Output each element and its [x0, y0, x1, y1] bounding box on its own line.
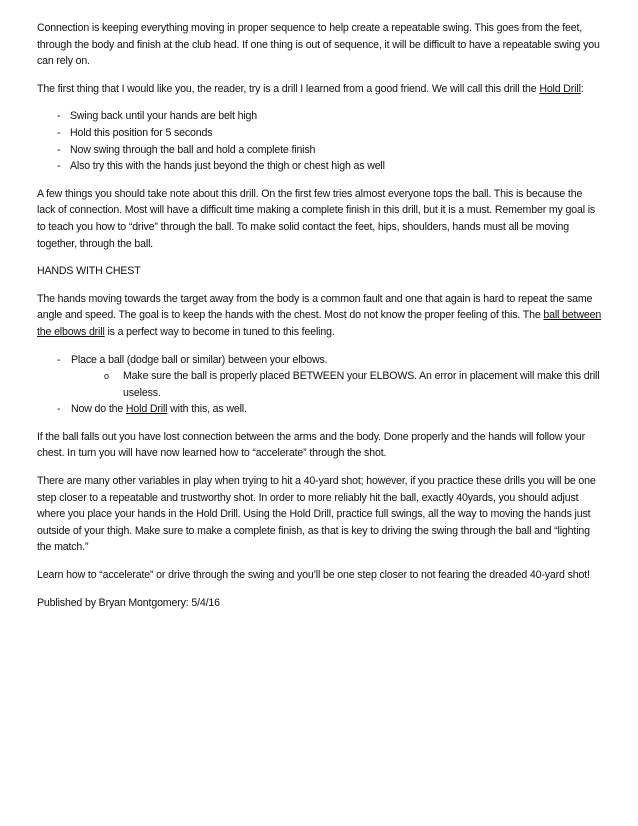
ball-step2-text-end: with this, as well. — [167, 403, 247, 416]
hands-with-chest-text-end: is a perfect way to become in tuned to this feeling. — [104, 325, 335, 338]
list-item — [37, 401, 603, 418]
hands-with-chest-text: The hands moving towards the target away from the body is a common fault and one that again is hard to repeat the same angle and speed. The goal is to keep the hands with the chest. Most do not know the proper feeling of this. The — [37, 292, 593, 322]
section-heading: HANDS WITH CHEST — [37, 265, 141, 278]
list-item: - Also try this with the hands just beyond the thigh or chest high as well — [37, 158, 603, 175]
sub-list-item: o Make sure the ball is properly placed BETWEEN your ELBOWS. An error in placement will make this drill useless. — [71, 368, 603, 401]
ball-falls-paragraph: If the ball falls out you have lost connection between the arms and the body. Done properly and the hands will follow your chest. In turn you will have now learned how to “accelerate” through the shot. — [37, 430, 586, 460]
document-page — [37, 20, 603, 622]
closing-paragraph: Learn how to “accelerate” or drive through the swing and you’ll be one step closer to not fearing the dreaded 40-yard shot! — [37, 569, 590, 582]
hold-drill-link[interactable]: Hold Drill — [539, 82, 581, 95]
byline: Published by Bryan Montgomery: 5/4/16 — [37, 596, 220, 609]
hold-drill-steps-list — [37, 108, 603, 174]
drill-notes-paragraph: A few things you should take note about this drill. On the first few tries almost everyone tops the ball. This is because the lack of connection. Most will have a difficult time making a complete finish in this drill, but it is a must. Remember my goal is to teach you how to “drive” through the ball. To make solid contact the feet, hips, shoulders, hands must all be moving together, through the ball. — [37, 187, 596, 250]
hold-drill-colon: : — [580, 82, 584, 95]
ball-step2-text: Now do the — [71, 403, 126, 416]
variables-paragraph: There are many other variables in play when trying to hit a 40-yard shot; however, if you practice these drills you will be one step closer to a repeatable and trustworthy shot. In order to more reliably hit the ball, exactly 40yards, you should adjust where you place your hands in the Hold Drill. Using the Hold Drill, practice full swings, all the way to moving the hands just outside of your thigh. Make sure to make a complete finish, as that is key to driving the swing through the ball and “lighting the match.” — [37, 475, 596, 554]
hold-drill-link-2[interactable]: Hold Drill — [125, 403, 168, 416]
hold-drill-intro-text: The first thing that I would like you, the reader, try is a drill I learned from a good friend. We will call this drill the — [37, 82, 540, 95]
list-item: - Swing back until your hands are belt high — [37, 108, 603, 125]
list-item: - Hold this position for 5 seconds — [37, 125, 603, 142]
list-item: - Now swing through the ball and hold a complete finish — [37, 142, 603, 159]
ball-sub-list — [71, 368, 603, 401]
hands-with-chest-paragraph — [37, 291, 603, 341]
intro-paragraph: Connection is keeping everything moving in proper sequence to help create a repeatable swing. This goes from the feet, through the body and finish at the club head. If one thing is out of sequence, it will be difficult to have a repeatable swing you can rely on. — [37, 22, 600, 68]
hold-drill-intro-paragraph — [37, 81, 603, 98]
ball-step-text: Place a ball (dodge ball or similar) between your elbows. — [71, 353, 328, 366]
list-item — [37, 352, 603, 402]
ball-drill-steps-list — [37, 352, 603, 418]
ball-between-elbows-link[interactable]: ball between the elbows drill — [37, 309, 602, 338]
